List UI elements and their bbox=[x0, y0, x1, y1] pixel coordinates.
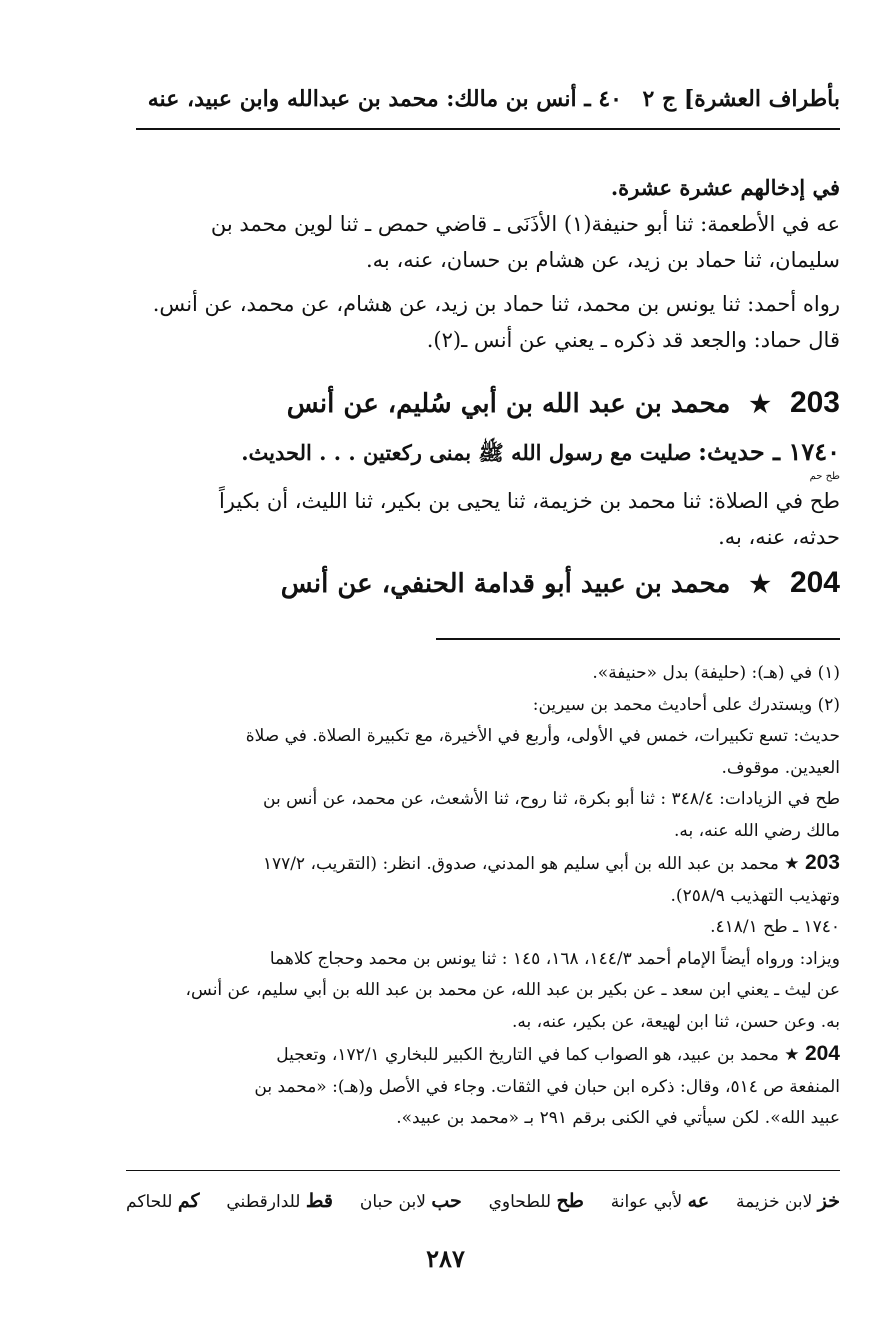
footnote-line: عن ليث ـ يعني ابن سعد ـ عن بكير بن عبد الله، عن محمد بن عبد الله بن أبي سليم، عن أنس، bbox=[185, 980, 840, 1000]
footnote-line: المنفعة ص ٥١٤، وقال: ذكره ابن حبان في الثقات. وجاء في الأصل و(هـ): «محمد بن bbox=[254, 1076, 840, 1097]
abbreviation-name: لابن خزيمة bbox=[736, 1192, 813, 1212]
abbreviation-name: للدارقطني bbox=[226, 1192, 301, 1212]
footnote-line bbox=[136, 847, 840, 881]
footnote-line: عبيد الله». لكن سيأتي في الكنى برقم ٢٩١ بـ «محمد بن عبيد». bbox=[396, 1108, 840, 1128]
footnote-line: مالك رضي الله عنه، به. bbox=[674, 820, 840, 841]
abbreviations-divider bbox=[126, 1170, 840, 1171]
entry-title: محمد بن عبد الله بن أبي سُليم، عن أنس bbox=[286, 389, 731, 419]
narrator-entry-203 bbox=[136, 386, 840, 420]
text-line: في إدخالهم عشرة عشرة. bbox=[610, 175, 840, 200]
abbreviations-key bbox=[126, 1190, 840, 1220]
narrator-entry-204 bbox=[136, 566, 840, 600]
margin-note: طح حم bbox=[809, 471, 840, 482]
abbreviation-item bbox=[360, 1190, 462, 1220]
abbreviation-name: للحاكم bbox=[126, 1192, 173, 1212]
footnote-number: 204 bbox=[804, 1042, 840, 1065]
hadith-label: ١٧٤٠ ـ حديث: bbox=[698, 437, 840, 466]
footnote-line: (١) في (هـ): (حليفة) بدل «حنيفة». bbox=[592, 663, 840, 683]
footnote-line: طح في الزيادات: ٣٤٨/٤ : ثنا أبو بكرة، ثنا روح، ثنا الأشعث، عن محمد، عن أنس بن bbox=[263, 789, 840, 809]
entry-number: 203 bbox=[789, 386, 840, 419]
text-line: سليمان، ثنا حماد بن زيد، عن هشام بن حسان، عنه، به. bbox=[366, 248, 840, 272]
header-chapter-title: ٤٠ ـ أنس بن مالك: محمد بن عبدالله وابن عبيد، عنه bbox=[147, 86, 622, 112]
entry-number: 204 bbox=[789, 566, 840, 599]
abbreviation-name: لأبي عوانة bbox=[610, 1192, 683, 1212]
footnote-line: حديث: تسع تكبيرات، خمس في الأولى، وأربع في الأخيرة، مع تكبيرة الصلاة. في صلاة bbox=[245, 726, 840, 746]
abbreviation-name: لابن حبان bbox=[359, 1192, 426, 1212]
header-divider bbox=[136, 128, 840, 130]
footnote-line: ويزاد: ورواه أيضاً الإمام أحمد ١٤٤/٣، ١٦٨، ١٤٥ : ثنا يونس بن محمد وحجاج كلاهما bbox=[269, 948, 840, 969]
abbreviation-code: طح bbox=[556, 1190, 584, 1212]
page-number: ٢٨٧ bbox=[426, 1244, 465, 1273]
footnote-line: وتهذيب التهذيب ٢٥٨/٩). bbox=[670, 885, 840, 906]
footnote-text: ★ محمد بن عبيد، هو الصواب كما في التاريخ الكبير للبخاري ١٧٢/١، وتعجيل bbox=[276, 1045, 800, 1065]
abbreviation-code: حب bbox=[431, 1190, 462, 1212]
text-line: طح في الصلاة: ثنا محمد بن خزيمة، ثنا يحيى بن بكير، ثنا الليث، أن بكيراً bbox=[218, 489, 840, 513]
text-line: رواه أحمد: ثنا يونس بن محمد، ثنا حماد بن زيد، عن هشام، عن محمد، عن أنس. bbox=[152, 292, 840, 316]
hadith-1740 bbox=[136, 434, 840, 555]
footnote-divider bbox=[436, 638, 840, 640]
text-line: حدثه، عنه، به. bbox=[718, 525, 840, 549]
footnotes bbox=[136, 658, 840, 1135]
abbreviation-item bbox=[126, 1190, 199, 1220]
abbreviation-code: خز bbox=[817, 1190, 840, 1212]
footnote-line: به. وعن حسن، ثنا ابن لهيعة، عن بكير، عنه، به. bbox=[512, 1011, 840, 1032]
footnote-text: ★ محمد بن عبد الله بن أبي سليم هو المدني، صدوق. انظر: (التقريب، ١٧٧/٢ bbox=[262, 854, 800, 874]
footnote-number: 203 bbox=[804, 851, 840, 874]
star-icon: ★ bbox=[749, 569, 771, 598]
footnote-line: العيدين. موقوف. bbox=[721, 757, 840, 778]
text-line: عه في الأطعمة: ثنا أبو حنيفة(١) الأذَنَى ـ قاضي حمص ـ ثنا لوين محمد بن bbox=[210, 212, 840, 236]
abbreviation-code: عه bbox=[687, 1190, 710, 1212]
abbreviation-item bbox=[611, 1190, 709, 1220]
abbreviation-code: كم bbox=[177, 1190, 200, 1212]
abbreviation-item bbox=[736, 1190, 840, 1220]
abbreviation-item bbox=[489, 1190, 584, 1220]
hadith-text: صليت مع رسول الله ﷺ بمنى ركعتين . . . الحديث. bbox=[241, 440, 692, 465]
text-line: قال حماد: والجعد قد ذكره ـ يعني عن أنس ـ(٢). bbox=[426, 328, 840, 352]
main-text-block-1 bbox=[136, 170, 840, 358]
abbreviation-code: قط bbox=[305, 1190, 333, 1212]
abbreviation-item bbox=[226, 1190, 333, 1220]
abbreviation-name: للطحاوي bbox=[488, 1192, 552, 1212]
footnote-line: ١٧٤٠ ـ طح ٤١٨/١. bbox=[710, 917, 840, 937]
footnote-line: (٢) ويستدرك على أحاديث محمد بن سيرين: bbox=[532, 694, 840, 715]
entry-title: محمد بن عبيد أبو قدامة الحنفي، عن أنس bbox=[280, 569, 731, 599]
header-book-volume: بأطراف العشرة] ج ٢ bbox=[642, 86, 840, 112]
star-icon: ★ bbox=[749, 389, 771, 418]
running-header bbox=[136, 80, 840, 120]
footnote-line bbox=[136, 1038, 840, 1072]
